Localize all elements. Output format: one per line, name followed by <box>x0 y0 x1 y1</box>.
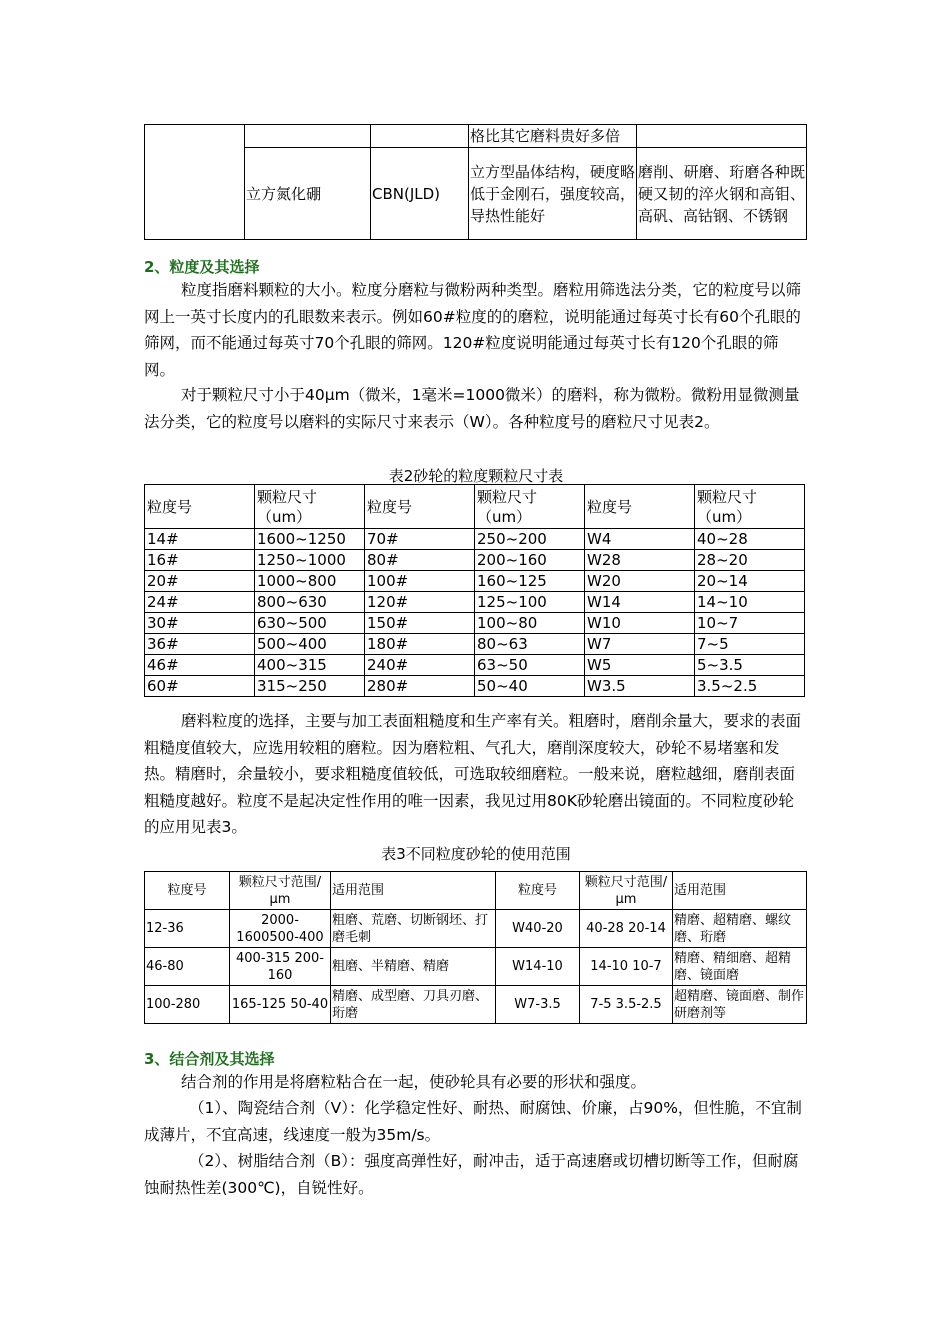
header-cell: 颗粒尺寸范围/μm <box>230 872 331 910</box>
grit-size-table <box>144 484 805 697</box>
table-cell: 80~63 <box>475 634 585 655</box>
table-caption: 表2砂轮的粒度颗粒尺寸表 <box>388 467 564 485</box>
table-row <box>145 571 805 592</box>
header-cell: 适用范围 <box>331 872 496 910</box>
table-cell: 14~10 <box>695 592 805 613</box>
table-cell: 20# <box>145 571 255 592</box>
table-cell: 100~80 <box>475 613 585 634</box>
table-cell: W4 <box>585 529 695 550</box>
table-row <box>145 125 807 148</box>
table-cell: 立方型晶体结构，硬度略低于金刚石，强度较高，导热性能好 <box>469 148 637 240</box>
table-cell: 粗磨、半精磨、精磨 <box>331 948 496 986</box>
table-cell: 46-80 <box>145 948 230 986</box>
table-cell: 240# <box>365 655 475 676</box>
table-row <box>145 948 807 986</box>
table-row <box>145 986 807 1024</box>
table-cell: 800~630 <box>255 592 365 613</box>
table-cell: 16# <box>145 550 255 571</box>
paragraph: 磨料粒度的选择，主要与加工表面粗糙度和生产率有关。粗磨时，磨削余量大，要求的表面粗糙度值较大，应选用较粗的磨粒。因为磨粒粗、气孔大，磨削深度较大，砂轮不易堵塞和发热。精磨时，余量较小，要求粗糙度值较低，可选取较细磨粒。一般来说，磨粒越细，磨削表面粗糙度越好。粒度不是起决定性作用的唯一因素，我见过用80K砂轮磨出镜面的。不同粒度砂轮的应用见表3。 <box>144 712 802 836</box>
table-cell: 40-28 20-14 <box>580 910 673 948</box>
table-cell: 500~400 <box>255 634 365 655</box>
table-row <box>145 148 807 240</box>
table-cell: 精磨、成型磨、刀具刃磨、珩磨 <box>331 986 496 1024</box>
table-cell: 400~315 <box>255 655 365 676</box>
table-cell: 精磨、精细磨、超精磨、镜面磨 <box>673 948 807 986</box>
table-cell: 立方氮化硼 <box>245 148 371 240</box>
table-cell: 2000-1600500-400 <box>230 910 331 948</box>
table-cell: 3.5~2.5 <box>695 676 805 697</box>
table-cell: 200~160 <box>475 550 585 571</box>
table-cell: 180# <box>365 634 475 655</box>
table-cell: 1250~1000 <box>255 550 365 571</box>
table-cell: 36# <box>145 634 255 655</box>
table-row <box>145 910 807 948</box>
table-row <box>145 613 805 634</box>
paragraph: （2）、树脂结合剂（B）：强度高弹性好，耐冲击，适于高速磨或切槽切断等工作，但耐腐蚀耐热性差(300℃)，自锐性好。 <box>144 1152 799 1197</box>
table-cell: W14 <box>585 592 695 613</box>
table-cell: 50~40 <box>475 676 585 697</box>
table-cell <box>637 125 807 148</box>
table-cell: 格比其它磨料贵好多倍 <box>469 125 637 148</box>
table-cell: 280# <box>365 676 475 697</box>
table-cell: 7-5 3.5-2.5 <box>580 986 673 1024</box>
paragraph: 粒度指磨料颗粒的大小。粒度分磨粒与微粉两种类型。磨粒用筛选法分类，它的粒度号以筛网上一英寸长度内的孔眼数来表示。例如60#粒度的的磨粒，说明能通过每英寸长有60个孔眼的筛网，而不能通过每英寸70个孔眼的筛网。120#粒度说明能通过每英寸长有120个孔眼的筛网。 <box>144 281 802 379</box>
section-heading: 3、结合剂及其选择 <box>144 1050 275 1068</box>
table-cell: 1600~1250 <box>255 529 365 550</box>
table-row <box>145 592 805 613</box>
table-cell: 315~250 <box>255 676 365 697</box>
table-cell: W3.5 <box>585 676 695 697</box>
table-cell: 40~28 <box>695 529 805 550</box>
table-cell: 60# <box>145 676 255 697</box>
table-row <box>145 529 805 550</box>
table-cell: 粗磨、荒磨、切断钢坯、打磨毛刺 <box>331 910 496 948</box>
header-cell: 粒度号 <box>496 872 580 910</box>
table-cell <box>371 125 469 148</box>
table-cell: 1000~800 <box>255 571 365 592</box>
header-cell: 粒度号 <box>145 872 230 910</box>
table-cell: 30# <box>145 613 255 634</box>
table-cell: 100-280 <box>145 986 230 1024</box>
header-cell: 颗粒尺寸范围/μm <box>580 872 673 910</box>
header-cell: 颗粒尺寸（um） <box>475 485 585 529</box>
table-row <box>145 655 805 676</box>
table-cell: W7 <box>585 634 695 655</box>
table-cell: W40-20 <box>496 910 580 948</box>
table-cell: W28 <box>585 550 695 571</box>
header-cell: 适用范围 <box>673 872 807 910</box>
table-cell: 70# <box>365 529 475 550</box>
table-cell: 150# <box>365 613 475 634</box>
table-caption: 表3不同粒度砂轮的使用范围 <box>381 845 571 863</box>
table-cell: W7-3.5 <box>496 986 580 1024</box>
table-cell: 7~5 <box>695 634 805 655</box>
table-cell: W14-10 <box>496 948 580 986</box>
table-cell: 100# <box>365 571 475 592</box>
table-cell: 超精磨、镜面磨、制作研磨剂等 <box>673 986 807 1024</box>
table-cell: CBN(JLD) <box>371 148 469 240</box>
paragraph: （1）、陶瓷结合剂（V）：化学稳定性好、耐热、耐腐蚀、价廉，占90%，但性脆，不宜制成薄片，不宜高速，线速度一般为35m/s。 <box>144 1099 802 1144</box>
table-header-row <box>145 872 807 910</box>
table-cell: 46# <box>145 655 255 676</box>
paragraph: 对于颗粒尺寸小于40μm（微米，1毫米=1000微米）的磨料，称为微粉。微粉用显微测量法分类，它的粒度号以磨料的实际尺寸来表示（W）。各种粒度号的磨粒尺寸见表2。 <box>144 386 800 431</box>
table-cell: 160~125 <box>475 571 585 592</box>
table-cell: 630~500 <box>255 613 365 634</box>
table-cell: W10 <box>585 613 695 634</box>
table-row <box>145 634 805 655</box>
table-cell <box>245 125 371 148</box>
table-cell: 400-315 200-160 <box>230 948 331 986</box>
table-cell: 120# <box>365 592 475 613</box>
table-cell: 14-10 10-7 <box>580 948 673 986</box>
header-cell: 粒度号 <box>365 485 475 529</box>
table-cell: 28~20 <box>695 550 805 571</box>
table-cell <box>145 125 245 240</box>
table-cell: 125~100 <box>475 592 585 613</box>
paragraph: 结合剂的作用是将磨粒粘合在一起，使砂轮具有必要的形状和强度。 <box>181 1073 647 1091</box>
abrasive-table-continued <box>144 124 807 240</box>
table-row <box>145 676 805 697</box>
table-cell: 精磨、超精磨、螺纹磨、珩磨 <box>673 910 807 948</box>
table-cell: 14# <box>145 529 255 550</box>
table-row <box>145 550 805 571</box>
table-cell: 10~7 <box>695 613 805 634</box>
table-cell: 250~200 <box>475 529 585 550</box>
header-cell: 粒度号 <box>145 485 255 529</box>
table-cell: 80# <box>365 550 475 571</box>
section-heading: 2、粒度及其选择 <box>144 258 260 276</box>
table-cell: 24# <box>145 592 255 613</box>
table-cell: W20 <box>585 571 695 592</box>
header-cell: 粒度号 <box>585 485 695 529</box>
table-cell: 磨削、研磨、珩磨各种既硬又韧的淬火钢和高钼、高矾、高钴钢、不锈钢 <box>637 148 807 240</box>
table-cell: 63~50 <box>475 655 585 676</box>
header-cell: 颗粒尺寸（um） <box>695 485 805 529</box>
table-cell: 20~14 <box>695 571 805 592</box>
table-cell: 5~3.5 <box>695 655 805 676</box>
table-cell: 12-36 <box>145 910 230 948</box>
table-cell: 165-125 50-40 <box>230 986 331 1024</box>
table-cell: W5 <box>585 655 695 676</box>
header-cell: 颗粒尺寸（um） <box>255 485 365 529</box>
grit-usage-table <box>144 871 807 1024</box>
table-header-row <box>145 485 805 529</box>
